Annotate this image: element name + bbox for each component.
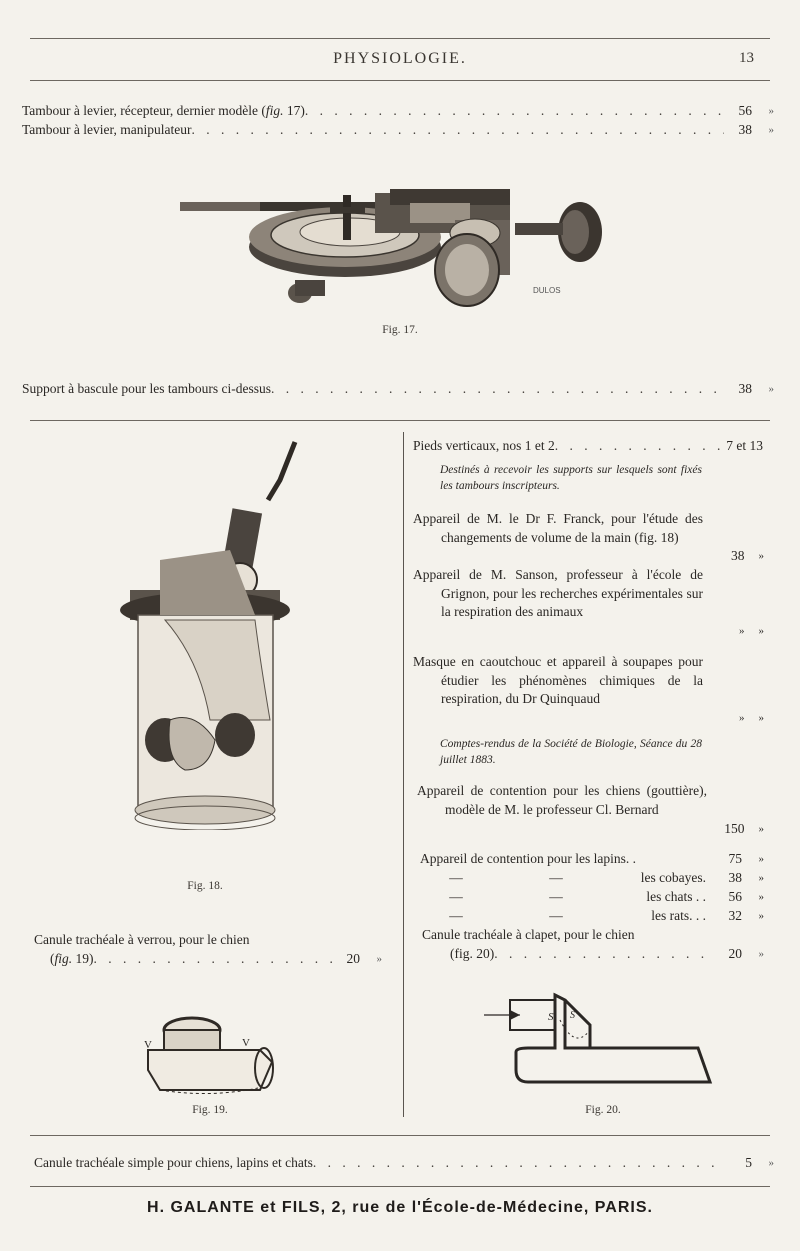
masque-price: » »: [739, 712, 764, 724]
fig19-caption: Fig. 19.: [192, 1104, 228, 1116]
contention-chiens-price: 150 »: [724, 821, 764, 836]
fig17-illustration: [175, 175, 615, 315]
column-divider: [403, 432, 404, 1117]
item-contention-lapins: Appareil de contention pour les lapins. . 75 »: [420, 851, 764, 866]
masque-note: Comptes-rendus de la Société de Biologie, Séance du 28 juillet 1883.: [440, 738, 702, 766]
item-contention-rats: — — les rats. . . 32 »: [449, 908, 764, 923]
page-title: PHYSIOLOGIE.: [333, 50, 467, 67]
pieds-note: Destinés à recevoir les supports sur lesquels sont fixés les tambours inscripteurs.: [440, 464, 702, 492]
price: 5: [745, 1155, 752, 1170]
header-rule: [30, 80, 770, 81]
price-unit: »: [768, 1157, 774, 1169]
item-pieds-verticaux: Pieds verticaux, nos 1 et 2 . . . 7 et 13: [413, 437, 763, 455]
item-canule-clapet: Canule trachéale à clapet, pour le chien: [422, 927, 635, 942]
price: 20: [728, 946, 742, 961]
price-unit: »: [758, 948, 764, 960]
item-canule-clapet-price-line: (fig. 20) . . . 20 »: [450, 945, 764, 963]
section-rule: [30, 420, 770, 421]
page-number: 13: [739, 50, 754, 66]
fig20-illustration: [480, 990, 720, 1090]
item-canule-verrou: Canule trachéale à verrou, pour le chien: [34, 932, 250, 947]
price-unit: »: [376, 953, 382, 965]
item-appareil-franck: Appareil de M. le Dr F. Franck, pour l'étude des changements de volume de la main (fig. 18): [413, 511, 703, 545]
item-canule-verrou-price-line: (fig. 19) . . . 20 »: [50, 950, 382, 968]
label-s1: S: [548, 1011, 554, 1023]
price: 56: [738, 103, 752, 118]
franck-price: 38 »: [731, 548, 764, 563]
price-unit: »: [768, 105, 774, 117]
label-v-left: V: [144, 1039, 152, 1051]
fig18-illustration: [70, 440, 330, 830]
item-contention-cobayes: — — les cobayes. 38 »: [449, 870, 764, 885]
sanson-price: » »: [739, 625, 764, 637]
price: 20: [346, 951, 360, 966]
item-masque-caoutchouc: Masque en caoutchouc et appareil à soupapes pour étudier les phénomènes chimiques de la respiration, du Dr Quinquaud: [413, 654, 703, 706]
fig20-caption: Fig. 20.: [585, 1104, 621, 1116]
maker-mark: DULOS: [533, 286, 561, 295]
fig17-caption: Fig. 17.: [382, 324, 418, 336]
fig19-illustration: [140, 1010, 280, 1100]
price-unit: »: [768, 383, 774, 395]
item-appareil-sanson: Appareil de M. Sanson, professeur à l'école de Grignon, pour les recherches expérimentales sur la respiration des animaux: [413, 567, 703, 619]
item-tambour-recepteur: Tambour à levier, récepteur, dernier modèle (fig. 17) . . . 56 »: [22, 102, 774, 120]
item-contention-chiens: Appareil de contention pour les chiens (gouttière), modèle de M. le professeur Cl. Bernard: [417, 783, 707, 817]
item-tambour-manipulateur: Tambour à levier, manipulateur . . . 38 »: [22, 121, 774, 139]
fig18-caption: Fig. 18.: [187, 880, 223, 892]
price: 7 et 13: [726, 438, 763, 453]
lower-rule: [30, 1135, 770, 1136]
label-v-right: V: [242, 1037, 250, 1049]
label-s2: S': [570, 1010, 578, 1021]
publisher-footer: H. GALANTE et FILS, 2, rue de l'École-de-Médecine, PARIS.: [147, 1199, 653, 1216]
price: 38: [738, 381, 752, 396]
footer-rule: [30, 1186, 770, 1187]
top-rule: [30, 38, 770, 39]
item-contention-chats: — — les chats . . 56 »: [449, 889, 764, 904]
item-support-bascule: Support à bascule pour les tambours ci-dessus . . . 38 »: [22, 380, 774, 398]
price-unit: »: [768, 124, 774, 136]
price: 38: [738, 122, 752, 137]
item-canule-simple: Canule trachéale simple pour chiens, lapins et chats . . . 5 »: [34, 1154, 774, 1172]
